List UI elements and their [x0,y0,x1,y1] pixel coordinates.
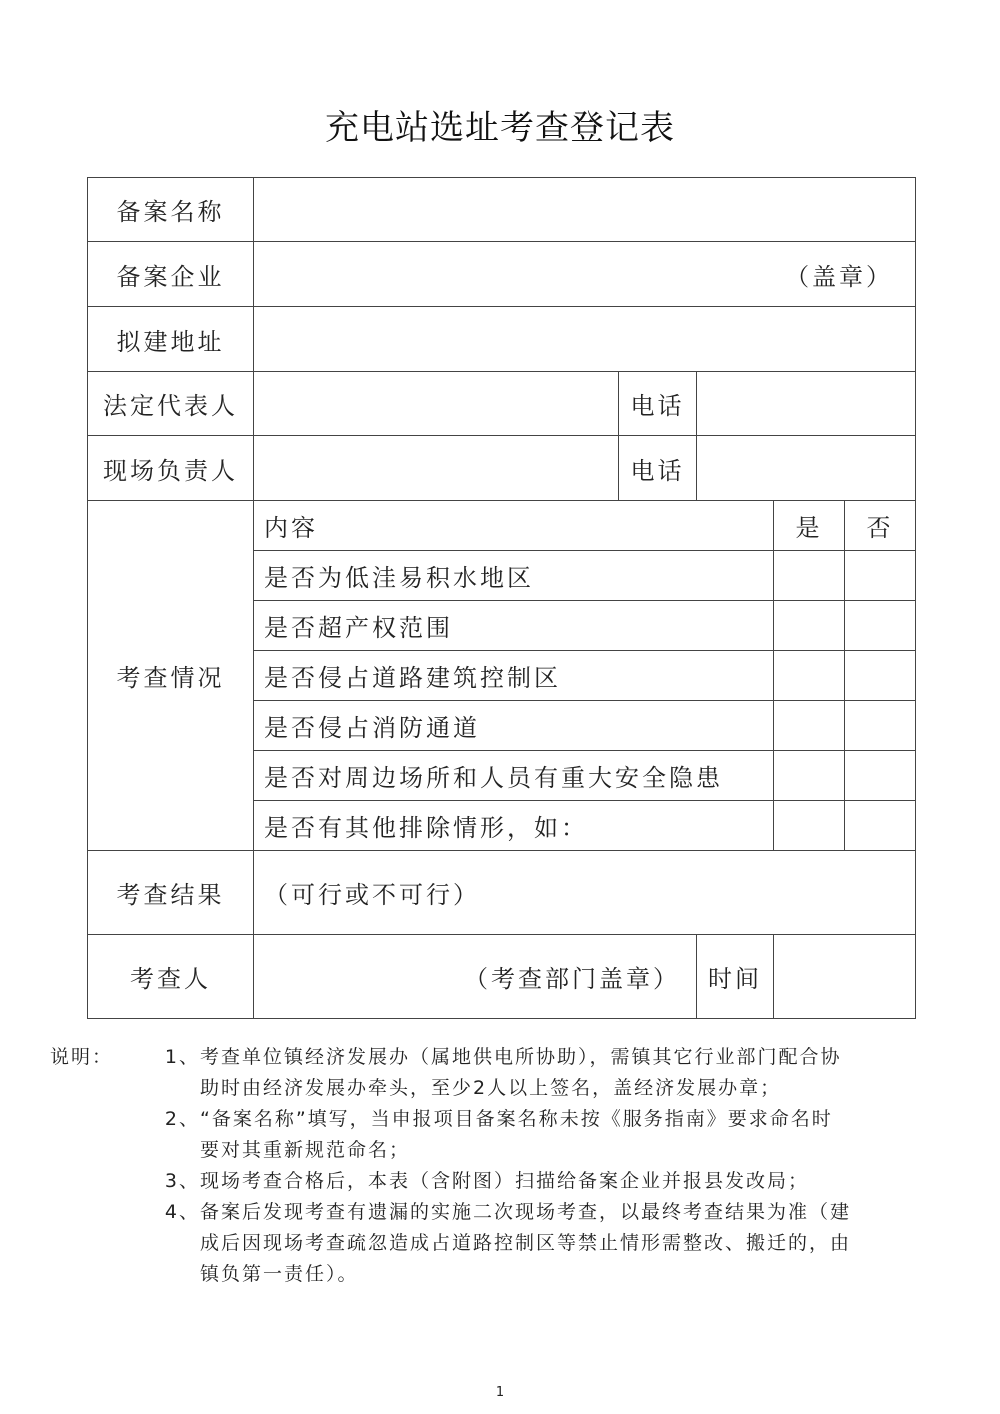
site-manager-label: 现场负责人 [88,436,254,501]
site-manager-field[interactable] [254,436,619,501]
note-line: “备案名称”填写，当申报项目备案名称未按《服务指南》要求命名时 [200,1108,833,1130]
legal-rep-label: 法定代表人 [88,372,254,436]
checklist-no-cell[interactable] [845,601,916,651]
checklist-item: 是否为低洼易积水地区 [254,551,774,601]
inspector-seal-note: （考查部门盖章） [464,965,680,993]
record-company-field[interactable] [254,242,916,307]
note-line: 助时由经济发展办牵头，至少2人以上签名，盖经济发展办章； [200,1077,782,1099]
note-number: 2、 [164,1108,200,1130]
checklist-no-cell[interactable] [845,551,916,601]
result-hint: （可行或不可行） [264,881,480,909]
checklist-item: 是否有其他排除情形，如： [254,801,774,851]
checklist-no-cell[interactable] [845,651,916,701]
note-item [50,1197,910,1290]
checklist-yes-cell[interactable] [774,651,845,701]
phone-label-2: 电话 [619,436,697,501]
notes-section [50,1042,910,1290]
inspector-field[interactable] [254,935,697,1019]
result-field[interactable] [254,851,916,935]
checklist-yes-header: 是 [774,501,845,551]
row-result [88,851,916,935]
checklist-yes-cell[interactable] [774,751,845,801]
note-line: 要对其重新规范命名； [200,1139,411,1161]
note-line: 备案后发现考查有遗漏的实施二次现场考查，以最终考查结果为准（建 [200,1201,852,1223]
document-title: 充电站选址考查登记表 [325,108,675,148]
note-number: 3、 [164,1170,200,1192]
result-label: 考查结果 [88,851,254,935]
row-record-company [88,242,916,307]
row-legal-rep [88,372,916,436]
inspector-label: 考查人 [88,935,254,1019]
note-line: 镇负第一责任）。 [200,1263,359,1285]
checklist-no-header: 否 [845,501,916,551]
note-number: 1、 [164,1046,200,1068]
note-line: 成后因现场考查疏忽造成占道路控制区等禁止情形需整改、搬迁的，由 [200,1232,852,1254]
checklist-content-header: 内容 [254,501,774,551]
checklist-no-cell[interactable] [845,801,916,851]
address-field[interactable] [254,307,916,372]
row-address [88,307,916,372]
note-line: 现场考查合格后，本表（含附图）扫描给备案企业并报县发改局； [200,1170,810,1192]
record-name-label: 备案名称 [88,178,254,242]
page-number: 1 [495,1385,505,1400]
checklist-yes-cell[interactable] [774,701,845,751]
checklist-no-cell[interactable] [845,751,916,801]
note-item [50,1042,910,1104]
notes-lead: 说明： [50,1046,114,1068]
note-item [50,1166,910,1197]
company-seal-note: （盖章） [785,262,894,291]
checklist-item: 是否对周边场所和人员有重大安全隐患 [254,751,774,801]
record-name-field[interactable] [254,178,916,242]
note-item [50,1104,910,1166]
note-number: 4、 [164,1201,200,1223]
time-label: 时间 [697,935,774,1019]
row-site-manager [88,436,916,501]
row-checklist-header [88,501,916,551]
row-record-name [88,178,916,242]
time-field[interactable] [774,935,916,1019]
checklist-no-cell[interactable] [845,701,916,751]
registration-form-table [87,177,916,1019]
checklist-item: 是否侵占道路建筑控制区 [254,651,774,701]
note-line: 考查单位镇经济发展办（属地供电所协助），需镇其它行业部门配合协 [200,1046,842,1068]
phone-label-1: 电话 [619,372,697,436]
inspection-label: 考查情况 [88,501,254,851]
row-inspector [88,935,916,1019]
legal-rep-phone-field[interactable] [697,372,916,436]
checklist-yes-cell[interactable] [774,801,845,851]
checklist-yes-cell[interactable] [774,551,845,601]
legal-rep-field[interactable] [254,372,619,436]
address-label: 拟建地址 [88,307,254,372]
checklist-yes-cell[interactable] [774,601,845,651]
checklist-item: 是否超产权范围 [254,601,774,651]
record-company-label: 备案企业 [88,242,254,307]
checklist-item: 是否侵占消防通道 [254,701,774,751]
site-manager-phone-field[interactable] [697,436,916,501]
